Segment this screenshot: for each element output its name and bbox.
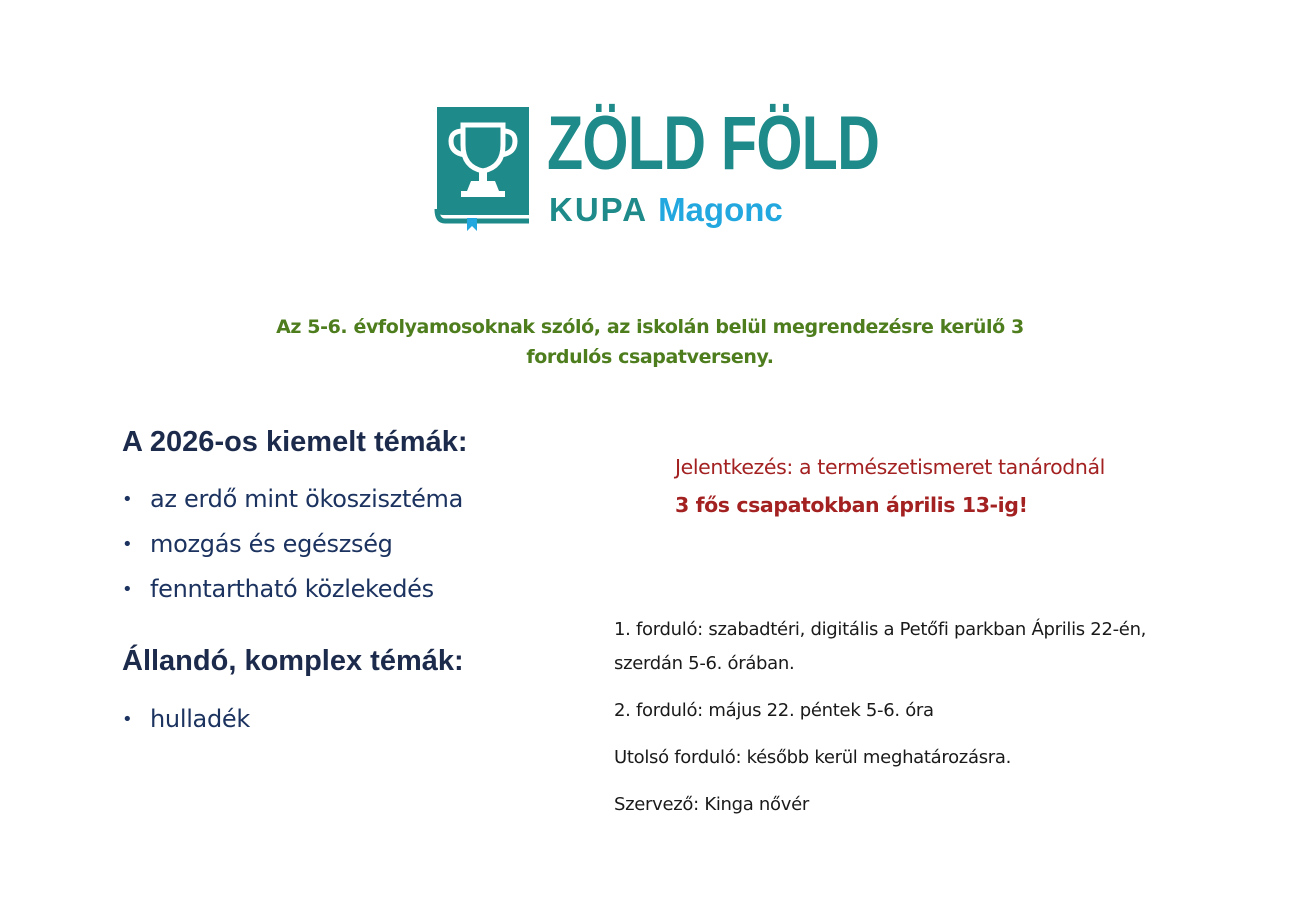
logo-magonc: Magonc: [658, 191, 783, 228]
topic-label: mozgás és egészség: [150, 530, 393, 558]
last-round: Utolsó forduló: később kerül meghatározásra.: [614, 747, 1012, 768]
topic-label: az erdő mint ökoszisztéma: [150, 485, 464, 513]
trophy-book-icon: [433, 105, 533, 235]
logo-kupa: KUPA: [549, 191, 649, 228]
featured-topics-list: [122, 477, 463, 612]
round-2: 2. forduló: május 22. péntek 5-6. óra: [614, 700, 934, 721]
list-item: [122, 567, 463, 612]
round-1-line-2: szerdán 5-6. órában.: [614, 653, 795, 674]
topic-label: fenntartható közlekedés: [150, 575, 434, 603]
bullet-icon: •: [122, 709, 133, 730]
list-item: [122, 522, 463, 567]
list-item: [122, 477, 463, 522]
intro-line-1: Az 5-6. évfolyamosoknak szóló, az iskolán belül megrendezésre kerülő 3: [276, 316, 1024, 338]
logo-subtitle: [549, 190, 783, 230]
schedule-info: [614, 613, 1254, 835]
registration-deadline: 3 fős csapatokban április 13-ig!: [675, 493, 1028, 517]
intro-line-2: fordulós csapatverseny.: [526, 346, 774, 368]
intro-text: [190, 312, 1110, 372]
organizer: Szervező: Kinga nővér: [614, 794, 809, 815]
bullet-icon: •: [122, 489, 133, 510]
featured-topics-heading: A 2026-os kiemelt témák:: [122, 426, 468, 458]
logo-title: ZÖLD FÖLD: [547, 101, 880, 186]
topic-label: hulladék: [150, 705, 250, 733]
registration-line-1: Jelentkezés: a természetismeret tanárodnál: [675, 455, 1105, 479]
list-item: [122, 697, 250, 742]
permanent-topics-list: [122, 697, 250, 742]
bullet-icon: •: [122, 579, 133, 600]
round-1-line-1: 1. forduló: szabadtéri, digitális a Petőfi parkban Április 22-én,: [614, 619, 1147, 640]
bullet-icon: •: [122, 534, 133, 555]
registration-info: [675, 448, 1105, 524]
round-1: [614, 613, 1254, 681]
permanent-topics-heading: Állandó, komplex témák:: [122, 645, 464, 677]
